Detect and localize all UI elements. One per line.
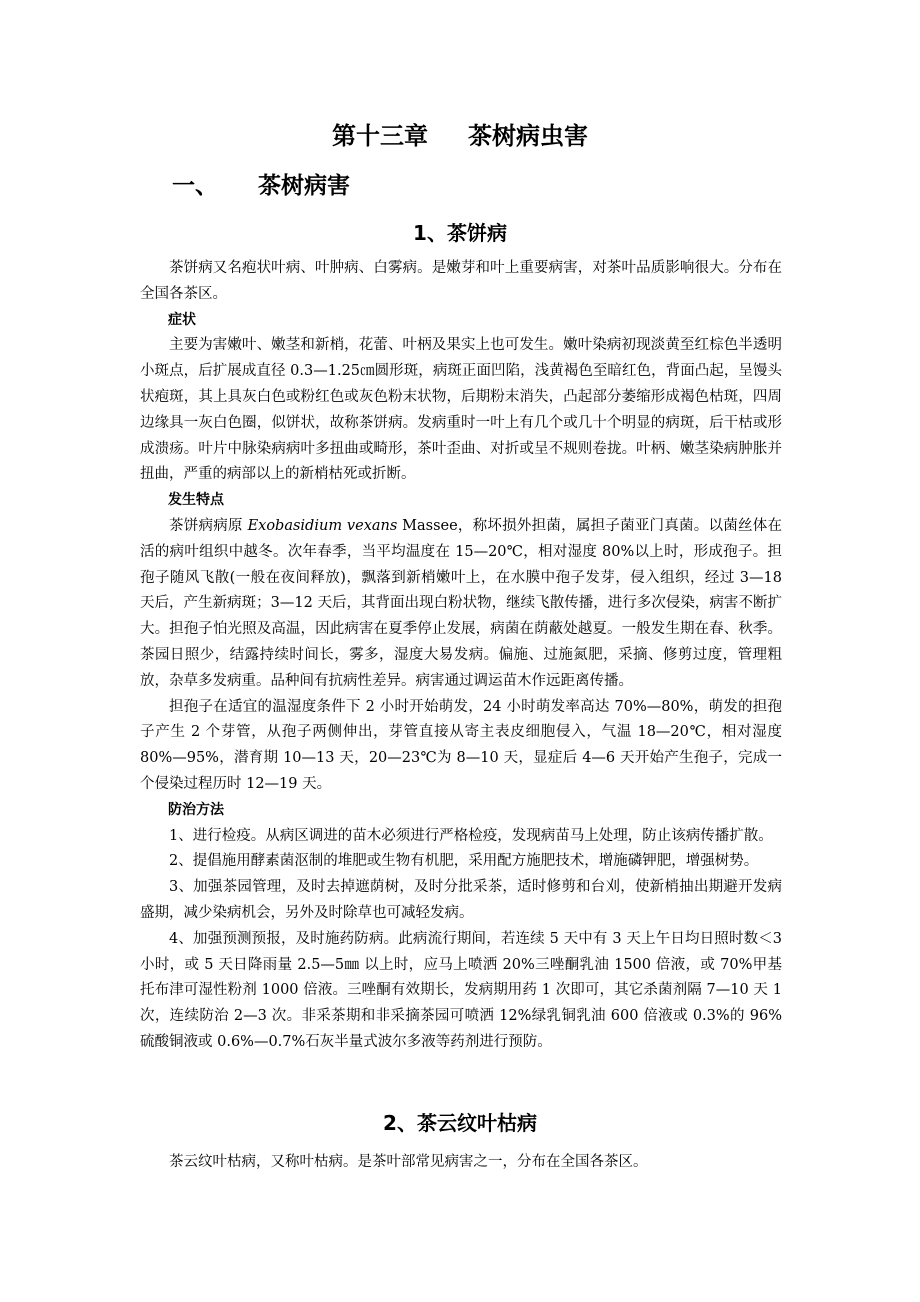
section-number: 一、: [172, 173, 218, 199]
section-title: 茶树病害: [258, 173, 350, 199]
control-item-1: 1、进行检疫。从病区调进的苗木必须进行严格检疫，发现病苗马上处理，防止该病传播扩散。: [169, 827, 773, 844]
control-label: 防治方法: [168, 801, 224, 818]
disease1-intro: 茶饼病又名疱状叶病、叶肿病、白雾病。是嫩芽和叶上重要病害，对茶叶品质影响很大。分布在全国各茶区。: [140, 260, 782, 302]
control-item-3: 3、加强茶园管理，及时去掉遮荫树，及时分批采茶，适时修剪和台刈，使新梢抽出期避开发病盛期，减少染病机会，另外及时除草也可减轻发病。: [140, 879, 782, 921]
occurrence-paragraph-2: 担孢子在适宜的温湿度条件下 2 小时开始萌发，24 小时萌发率高达 70%—80%，萌发的担孢子产生 2 个芽管，从孢子两侧伸出，芽管直接从寄主表皮细胞侵入，气温 18—20℃，相对湿度 80%—95%，潜育期 10—13 天，20—23℃为 8—10 天，显症后 4—6 天开始产生孢子，完成一个侵染过程历时 12—19 天。: [140, 698, 782, 792]
occurrence-label: 发生特点: [168, 492, 224, 509]
occurrence-paragraph: [140, 514, 782, 695]
disease1-body: [140, 256, 782, 1056]
disease2-intro: 茶云纹叶枯病，又称叶枯病。是茶叶部常见病害之一，分布在全国各茶区。: [169, 1154, 648, 1170]
symptoms-paragraph: 主要为害嫩叶、嫩茎和新梢，花蕾、叶柄及果实上也可发生。嫩叶染病初现淡黄至红棕色半透明小斑点，后扩展成直径 0.3—1.25㎝圆形斑，病斑正面凹陷，浅黄褐色至暗红色，背面凸起，呈馒头状疱斑，其上具灰白色或粉红色或灰色粉末状物，后期粉末消失，凸起部分萎缩形成褐色枯斑，四周边缘具一灰白色圈，似饼状，故称茶饼病。发病重时一叶上有几个或几十个明显的病斑，后干枯或形成溃疡。叶片中脉染病病叶多扭曲或畸形，茶叶歪曲、对折或呈不规则卷拢。叶柄、嫩茎染病肿胀并扭曲，严重的病部以上的新梢枯死或折断。: [140, 337, 782, 483]
chapter-number: 第十三章: [332, 122, 428, 150]
occurrence-text-pre: 茶饼病病原: [169, 517, 248, 534]
occurrence-text-post: Massee，称坏损外担菌，属担子菌亚门真菌。以菌丝体在活的病叶组织中越冬。次年春季，当平均温度在 15—20℃，相对湿度 80%以上时，形成孢子。担孢子随风飞散(一般在夜间释放)，飘落到新梢嫩叶上，在水膜中孢子发芽，侵入组织，经过 3—18 天后，产生新病斑；3—12 天后，其背面出现白粉状物，继续飞散传播，进行多次侵染，病害不断扩大。担孢子怕光照及高温，因此病害在夏季停止发展，病菌在荫蔽处越夏。一般发生期在春、秋季。茶园日照少，结露持续时间长，雾多，湿度大易发病。偏施、过施氮肥，采摘、修剪过度，管理粗放，杂草多发病重。品种间有抗病性差异。病害通过调运苗木作远距离传播。: [140, 517, 782, 689]
control-item-4: 4、加强预测预报，及时施药防病。此病流行期间，若连续 5 天中有 3 天上午日均日照时数＜3 小时，或 5 天日降雨量 2.5—5㎜ 以上时，应马上喷洒 20%三唑酮乳油 1500 倍液，或 70%甲基托布津可湿性粉剂 1000 倍液。三唑酮有效期长，发病期用药 1 次即可，其它杀菌剂隔 7—10 天 1 次，连续防治 2—3 次。非采茶期和非采摘茶园可喷洒 12%绿乳铜乳油 600 倍液或 0.3%的 96%硫酸铜液或 0.6%—0.7%石灰半量式波尔多液等药剂进行预防。: [140, 930, 782, 1050]
chapter-title: 茶树病虫害: [468, 122, 588, 150]
disease2-title: 2、茶云纹叶枯病: [383, 1111, 537, 1135]
chapter-heading: [0, 118, 920, 154]
pathogen-species-name: Exobasidium vexans: [247, 517, 398, 534]
disease1-title: 1、茶饼病: [413, 221, 507, 245]
section-heading: [172, 168, 350, 204]
disease2-body: [140, 1150, 782, 1176]
symptoms-label: 症状: [168, 311, 196, 328]
control-item-2: 2、提倡施用酵素菌沤制的堆肥或生物有机肥，采用配方施肥技术，增施磷钾肥，增强树势。: [169, 853, 759, 870]
